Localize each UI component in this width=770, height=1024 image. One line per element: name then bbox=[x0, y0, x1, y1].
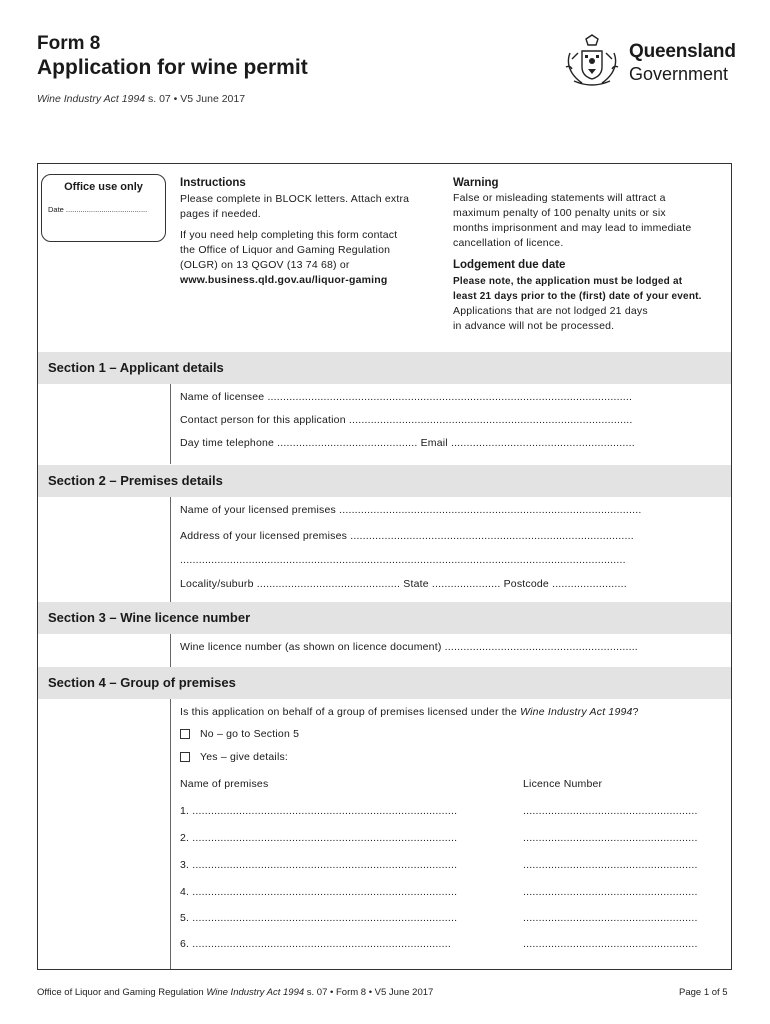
group-question-text: Is this application on behalf of a group of premises licensed under the bbox=[180, 706, 521, 718]
phone-email-field[interactable]: Day time telephone ............................................. Email ........................................................... bbox=[180, 437, 635, 449]
option-yes-label: Yes – give details: bbox=[200, 751, 289, 763]
warning-line: cancellation of licence. bbox=[453, 237, 564, 249]
premises-row-6-licence[interactable]: ........................................................ bbox=[523, 938, 698, 950]
office-use-title: Office use only bbox=[64, 181, 143, 193]
warning-line: months imprisonment and may lead to immediate bbox=[453, 222, 692, 234]
section-1-rule bbox=[170, 384, 171, 464]
wine-licence-number-field[interactable]: Wine licence number (as shown on licence document) .............................................................. bbox=[180, 641, 638, 653]
premises-row-4-name[interactable]: 4. ..................................................................................... bbox=[180, 886, 458, 898]
section-3-title: Section 3 – Wine licence number bbox=[48, 610, 251, 625]
premises-row-5-licence[interactable]: ........................................................ bbox=[523, 912, 698, 924]
premises-row-3-name[interactable]: 3. ..................................................................................... bbox=[180, 859, 458, 871]
premises-address-field[interactable]: Address of your licensed premises ........................................................................................... bbox=[180, 530, 634, 542]
lodgement-bold-line: Please note, the application must be lodged at bbox=[453, 276, 683, 287]
section-1-title: Section 1 – Applicant details bbox=[48, 360, 224, 375]
lodgement-line: Applications that are not lodged 21 days bbox=[453, 305, 648, 317]
warning-line: maximum penalty of 100 penalty units or six bbox=[453, 207, 666, 219]
instructions-line: If you need help completing this form contact bbox=[180, 229, 398, 241]
option-no-label: No – go to Section 5 bbox=[200, 728, 300, 740]
footer-text bbox=[37, 987, 433, 998]
column-name-header: Name of premises bbox=[180, 778, 269, 790]
group-question bbox=[180, 706, 639, 718]
section-2-rule bbox=[170, 497, 171, 602]
section-4-header bbox=[38, 667, 731, 699]
footer-version: s. 07 • Form 8 • V5 June 2017 bbox=[306, 987, 434, 998]
premises-row-6-name[interactable]: 6. ................................................................................... bbox=[180, 938, 452, 950]
lodgement-bold-line: least 21 days prior to the (first) date of your event. bbox=[453, 291, 702, 302]
section-4-rule bbox=[170, 699, 171, 969]
office-use-box bbox=[41, 174, 166, 242]
section-2-title: Section 2 – Premises details bbox=[48, 473, 223, 488]
section-1-header bbox=[38, 352, 731, 384]
section-3-header bbox=[38, 602, 731, 634]
premises-name-field[interactable]: Name of your licensed premises ................................................................................................. bbox=[180, 504, 642, 516]
premises-row-3-licence[interactable]: ........................................................ bbox=[523, 859, 698, 871]
locality-state-postcode-field[interactable]: Locality/suburb .............................................. State ...................... Postcode ........................ bbox=[180, 578, 627, 590]
lodgement-text bbox=[453, 274, 702, 334]
form-number: Form 8 bbox=[37, 33, 101, 54]
footer-org: Office of Liquor and Gaming Regulation bbox=[37, 987, 204, 998]
warning-text bbox=[453, 191, 691, 251]
instructions-line: pages if needed. bbox=[180, 208, 261, 220]
page-number: Page 1 of 5 bbox=[679, 987, 728, 998]
yes-checkbox[interactable] bbox=[180, 752, 190, 762]
logo-queensland: Queensland bbox=[629, 41, 736, 62]
premises-row-2-name[interactable]: 2. ..................................................................................... bbox=[180, 832, 458, 844]
premises-row-1-licence[interactable]: ........................................................ bbox=[523, 805, 698, 817]
instructions-text bbox=[180, 192, 409, 288]
lodgement-line: in advance will not be processed. bbox=[453, 320, 615, 332]
premises-address-line-2[interactable]: ............................................................................................................................................... bbox=[180, 554, 626, 566]
section-2-header bbox=[38, 465, 731, 497]
contact-person-field[interactable]: Contact person for this application ........................................................................................... bbox=[180, 414, 633, 426]
form-subtitle bbox=[37, 93, 245, 105]
instructions-line: Please complete in BLOCK letters. Attach extra bbox=[180, 193, 410, 205]
group-question-act: Wine Industry Act 1994 bbox=[520, 706, 633, 718]
option-yes[interactable] bbox=[180, 751, 288, 763]
section-3-rule bbox=[170, 634, 171, 667]
warning-heading: Warning bbox=[453, 177, 499, 189]
version-text: s. 07 • V5 June 2017 bbox=[148, 93, 246, 105]
group-question-mark: ? bbox=[632, 706, 639, 718]
logo-government: Government bbox=[629, 64, 729, 84]
licensee-name-field[interactable]: Name of licensee ..................................................................................................................... bbox=[180, 391, 633, 403]
premises-row-2-licence[interactable]: ........................................................ bbox=[523, 832, 698, 844]
column-licence-header: Licence Number bbox=[523, 778, 603, 790]
page-title: Application for wine permit bbox=[37, 56, 308, 79]
instructions-line: the Office of Liquor and Gaming Regulation bbox=[180, 244, 391, 256]
premises-row-1-name[interactable]: 1. ..................................................................................... bbox=[180, 805, 458, 817]
office-date-field: Date ....................................... bbox=[48, 205, 148, 214]
act-name: Wine Industry Act 1994 bbox=[37, 93, 146, 105]
coat-of-arms-icon bbox=[562, 33, 622, 89]
no-checkbox[interactable] bbox=[180, 729, 190, 739]
section-4-title: Section 4 – Group of premises bbox=[48, 675, 236, 690]
option-no[interactable] bbox=[180, 728, 299, 740]
instructions-heading: Instructions bbox=[180, 177, 246, 189]
premises-row-4-licence[interactable]: ........................................................ bbox=[523, 886, 698, 898]
premises-row-5-name[interactable]: 5. ..................................................................................... bbox=[180, 912, 458, 924]
footer-act: Wine Industry Act 1994 bbox=[206, 987, 305, 998]
warning-line: False or misleading statements will attract a bbox=[453, 192, 666, 204]
queensland-government-logo bbox=[562, 33, 762, 89]
instructions-line: (OLGR) on 13 QGOV (13 74 68) or bbox=[180, 259, 350, 271]
olgr-website-link[interactable]: www.business.qld.gov.au/liquor-gaming bbox=[180, 274, 388, 286]
lodgement-heading: Lodgement due date bbox=[453, 259, 566, 271]
